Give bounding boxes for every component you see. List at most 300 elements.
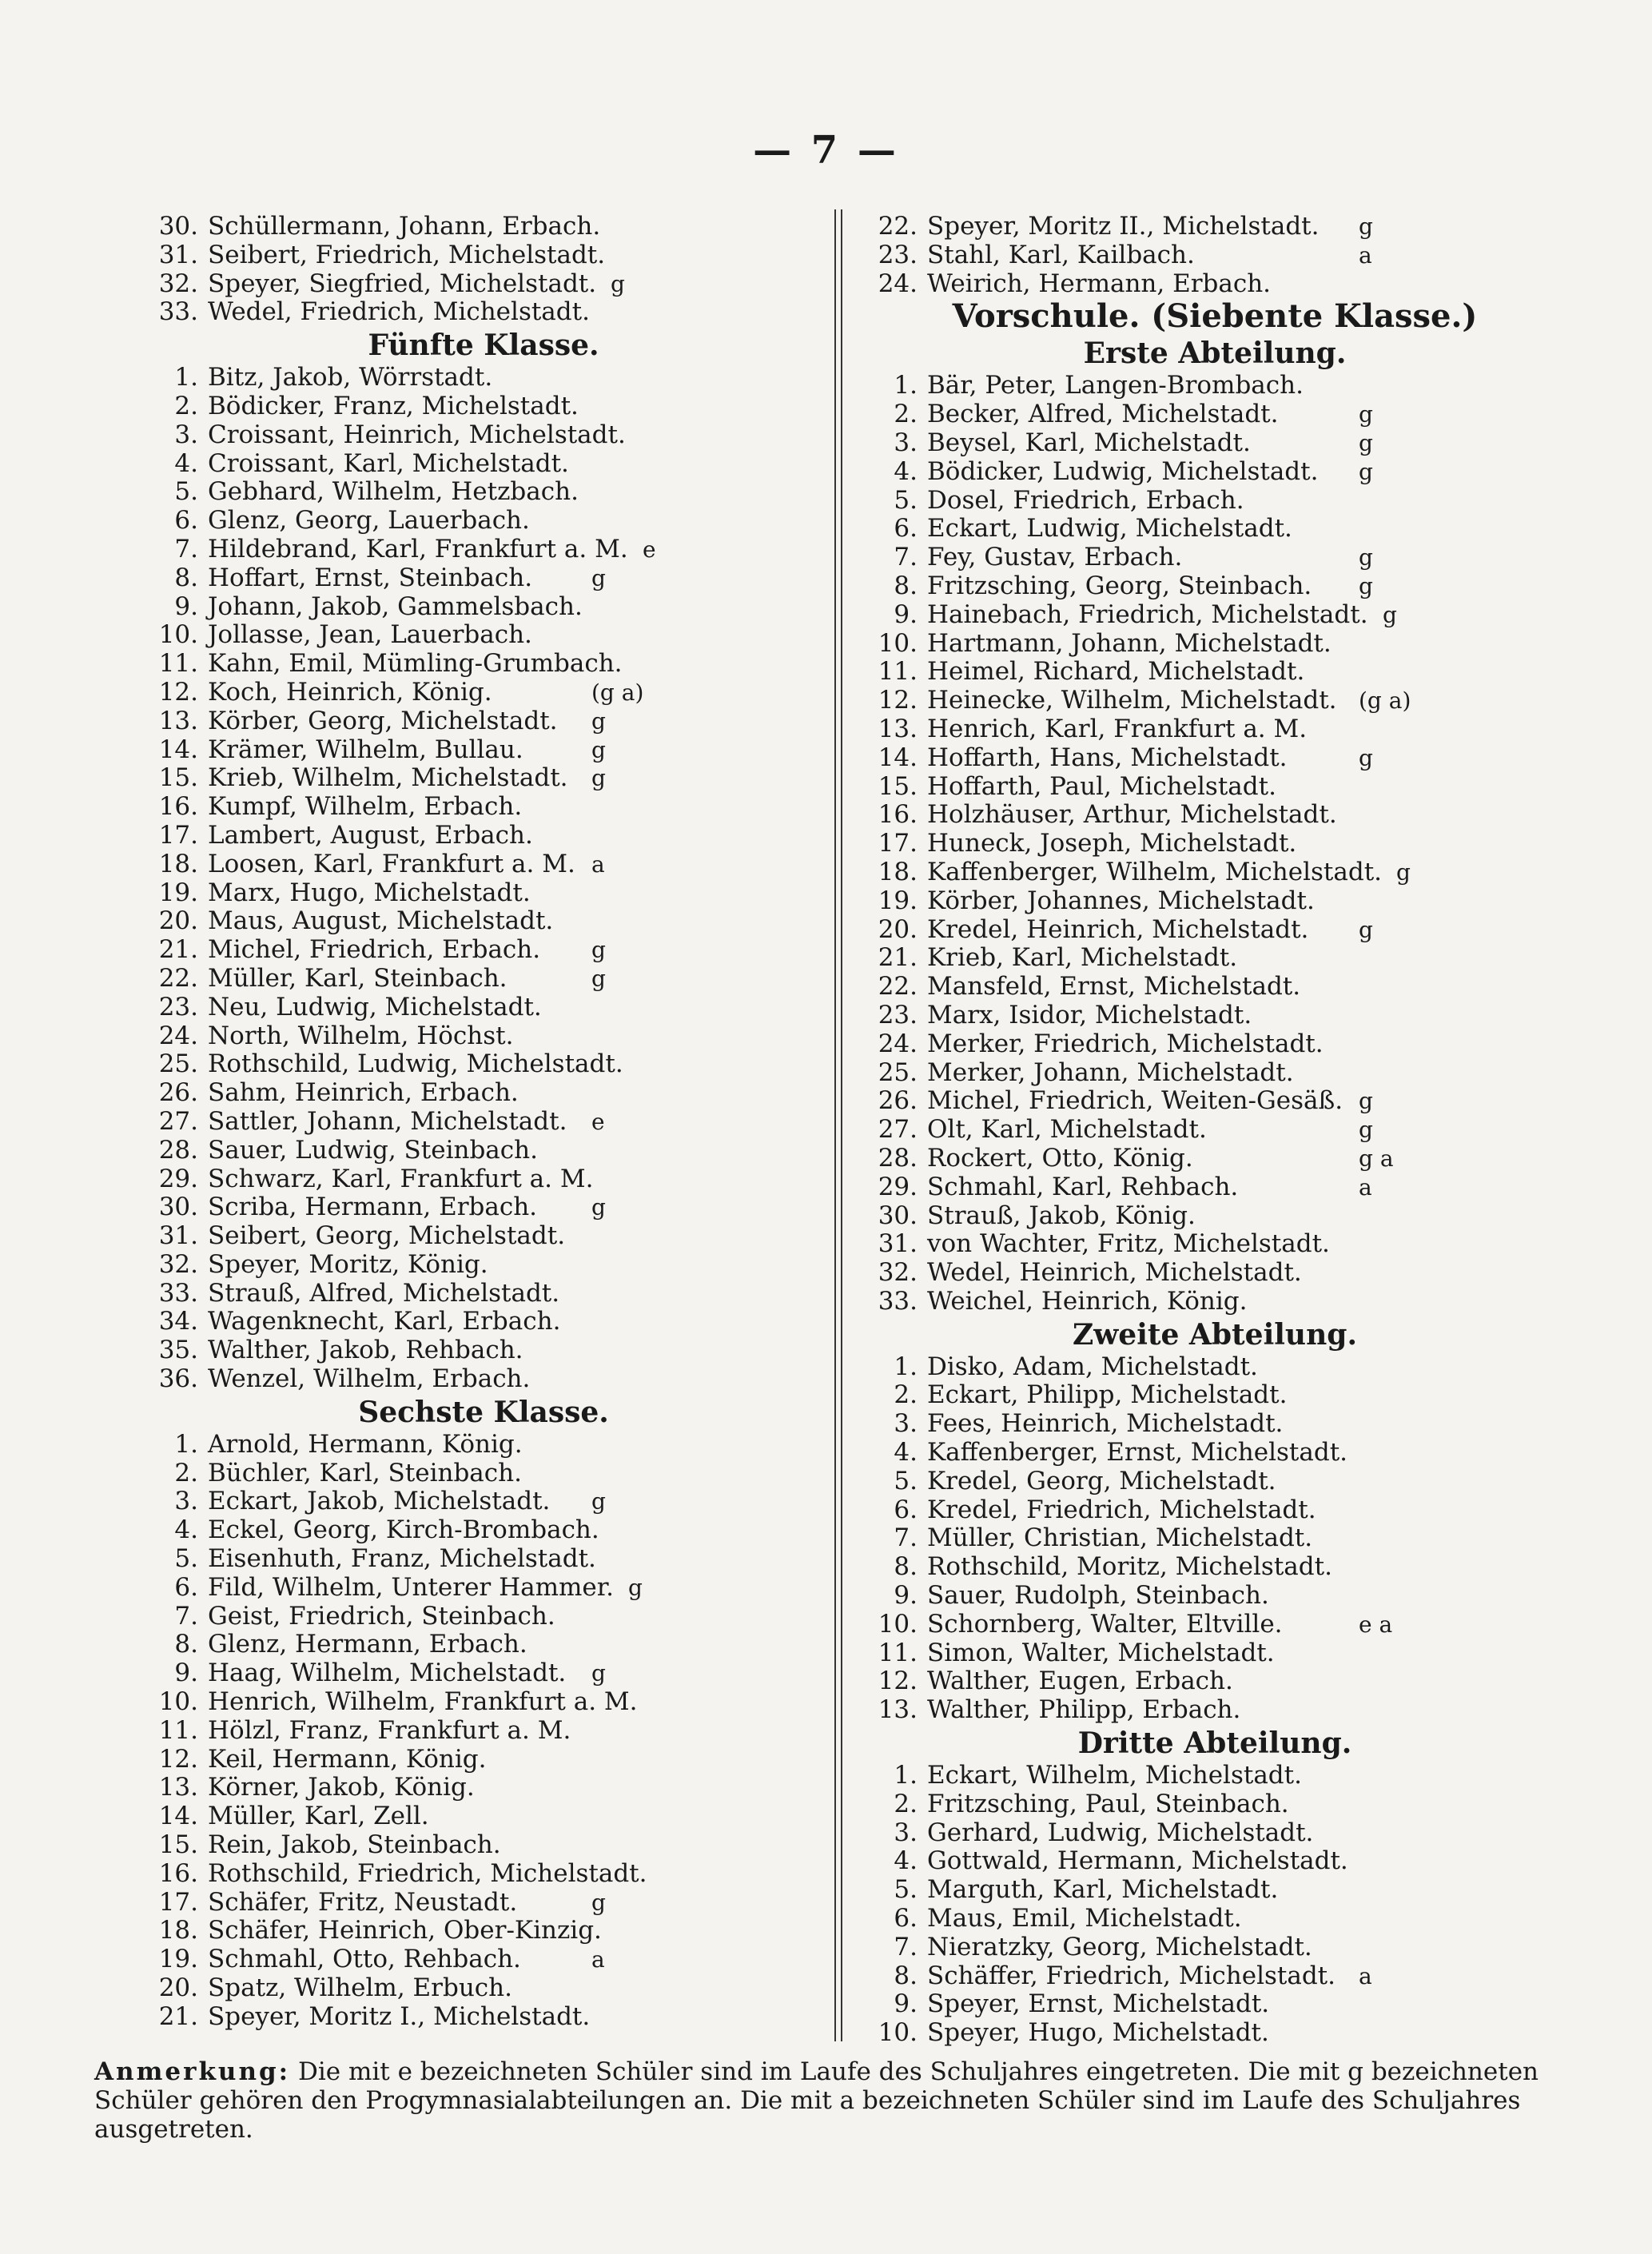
- student-entry: Hainebach, Friedrich, Michelstadt.: [927, 599, 1368, 629]
- student-entry: Sauer, Rudolph, Steinbach.: [927, 1581, 1269, 1611]
- student-entry: Rothschild, Moritz, Michelstadt.: [927, 1552, 1332, 1582]
- student-entry: Eckart, Philipp, Michelstadt.: [927, 1380, 1288, 1410]
- student-entry: Disko, Adam, Michelstadt.: [927, 1352, 1258, 1381]
- student-row: [144, 1774, 823, 1802]
- student-entry: Hartmann, Johann, Michelstadt.: [927, 628, 1332, 658]
- status-mark: g: [591, 1488, 606, 1515]
- row-number: 20.: [158, 906, 198, 936]
- student-entry: Simon, Walter, Michelstadt.: [927, 1638, 1275, 1667]
- student-entry: Nieratzky, Georg, Michelstadt.: [927, 1932, 1312, 1961]
- student-entry: Marguth, Karl, Michelstadt.: [927, 1875, 1279, 1905]
- student-entry: Michel, Friedrich, Weiten-Gesäß.: [927, 1086, 1343, 1116]
- student-entry: Schäffer, Friedrich, Michelstadt.: [927, 1961, 1336, 1990]
- student-entry: Speyer, Moritz, König.: [208, 1249, 488, 1279]
- row-number: 17.: [878, 829, 918, 858]
- row-number: 5.: [174, 1544, 198, 1574]
- section-heading-third-division: Dritte Abteilung.: [1077, 1726, 1352, 1761]
- row-number: 21.: [158, 2001, 198, 2031]
- student-row: [863, 270, 1566, 299]
- student-entry: Büchler, Karl, Steinbach.: [208, 1458, 522, 1487]
- student-entry: Scriba, Hermann, Erbach.: [208, 1193, 538, 1222]
- student-entry: Marx, Isidor, Michelstadt.: [927, 1000, 1252, 1029]
- student-row: [144, 907, 823, 936]
- student-entry: Arnold, Hermann, König.: [208, 1429, 523, 1459]
- student-entry: Huneck, Joseph, Michelstadt.: [927, 829, 1297, 858]
- student-row: [863, 1905, 1566, 1933]
- student-row: [144, 507, 823, 536]
- student-row: [863, 1790, 1566, 1819]
- student-entry: Weichel, Heinrich, König.: [927, 1286, 1248, 1316]
- student-row: [863, 830, 1566, 858]
- status-mark: g: [591, 965, 606, 992]
- student-row: [144, 1659, 823, 1688]
- row-number: 7.: [894, 543, 918, 572]
- student-entry: Müller, Karl, Zell.: [208, 1802, 429, 1831]
- student-entry: Müller, Christian, Michelstadt.: [927, 1523, 1313, 1553]
- row-number: 10.: [878, 2018, 918, 2048]
- row-number: 1.: [894, 1761, 918, 1790]
- row-number: 29.: [158, 1164, 198, 1193]
- status-mark: a: [1359, 1962, 1372, 1989]
- student-row: [144, 1336, 823, 1365]
- student-row: [144, 707, 823, 736]
- student-row: [144, 450, 823, 479]
- row-number: 5.: [894, 1466, 918, 1495]
- student-row: [144, 679, 823, 707]
- student-entry: Wedel, Heinrich, Michelstadt.: [927, 1258, 1302, 1288]
- student-row: [863, 1667, 1566, 1696]
- row-number: 8.: [174, 1630, 198, 1659]
- student-entry: Seibert, Georg, Michelstadt.: [208, 1221, 566, 1251]
- student-entry: von Wachter, Fritz, Michelstadt.: [927, 1229, 1330, 1259]
- student-entry: Maus, Emil, Michelstadt.: [927, 1904, 1242, 1933]
- student-entry: Heimel, Richard, Michelstadt.: [927, 657, 1305, 687]
- student-row: [863, 1611, 1566, 1639]
- status-mark: g: [591, 937, 606, 964]
- row-number: 5.: [174, 477, 198, 507]
- student-row: [144, 1487, 823, 1516]
- row-number: 32.: [158, 269, 198, 298]
- row-number: 1.: [894, 1352, 918, 1381]
- student-row: [863, 458, 1566, 487]
- student-entry: Beysel, Karl, Michelstadt.: [927, 428, 1251, 457]
- row-number: 19.: [158, 1945, 198, 1974]
- row-number: 12.: [158, 677, 198, 707]
- status-mark: g: [591, 1889, 606, 1916]
- student-row: [144, 1280, 823, 1308]
- row-number: 6.: [174, 506, 198, 536]
- student-row: [863, 1173, 1566, 1202]
- row-number: 14.: [878, 743, 918, 772]
- student-row: [863, 1202, 1566, 1231]
- student-entry: Glenz, Hermann, Erbach.: [208, 1630, 527, 1659]
- student-row: [863, 1059, 1566, 1088]
- row-number: 20.: [878, 914, 918, 944]
- row-number: 3.: [894, 1818, 918, 1847]
- student-entry: Fritzsching, Paul, Steinbach.: [927, 1789, 1289, 1818]
- student-row: [144, 1165, 823, 1194]
- student-row: [144, 994, 823, 1022]
- student-row: [144, 1308, 823, 1336]
- student-entry: Gottwald, Hermann, Michelstadt.: [927, 1846, 1348, 1876]
- student-row: [863, 630, 1566, 659]
- status-mark: g: [611, 270, 625, 297]
- student-row: [863, 1259, 1566, 1288]
- row-number: 33.: [878, 1286, 918, 1316]
- student-entry: Eckel, Georg, Kirch-Brombach.: [208, 1515, 599, 1545]
- row-number: 16.: [158, 792, 198, 822]
- student-row: [144, 1889, 823, 1917]
- student-row: [863, 213, 1566, 241]
- row-number: 26.: [158, 1078, 198, 1108]
- row-number: 3.: [174, 420, 198, 449]
- status-mark: g: [591, 736, 606, 763]
- footnote-text: Die mit e bezeichneten Schüler sind im Laufe des Schuljahres eingetreten. Die mit g bezeichneten Schüler gehören den Progymnasialabteilungen an. Die mit a bezeichneten Schüler sind im Laufe des Schuljahres ausgetreten.: [94, 2057, 1539, 2144]
- student-entry: Marx, Hugo, Michelstadt.: [208, 878, 531, 907]
- row-number: 12.: [878, 1667, 918, 1696]
- row-number: 12.: [158, 1744, 198, 1774]
- continued-list: [863, 213, 1566, 298]
- student-entry: Becker, Alfred, Michelstadt.: [927, 400, 1279, 429]
- student-row: [863, 973, 1566, 1002]
- student-entry: Eckart, Wilhelm, Michelstadt.: [927, 1761, 1302, 1790]
- student-row: [863, 1381, 1566, 1410]
- student-entry: Speyer, Moritz II., Michelstadt.: [927, 212, 1320, 241]
- student-entry: Krieb, Wilhelm, Michelstadt.: [208, 763, 568, 793]
- row-number: 14.: [158, 1802, 198, 1831]
- student-entry: Merker, Johann, Michelstadt.: [927, 1057, 1294, 1087]
- student-entry: Hölzl, Franz, Frankfurt a. M.: [208, 1715, 571, 1745]
- row-number: 11.: [158, 649, 198, 679]
- student-row: [144, 793, 823, 822]
- row-number: 3.: [894, 428, 918, 457]
- student-entry: Müller, Karl, Steinbach.: [208, 963, 508, 993]
- status-mark: g: [1359, 916, 1373, 943]
- row-number: 18.: [878, 857, 918, 886]
- row-number: 34.: [158, 1307, 198, 1336]
- section-heading-second-division: Zweite Abteilung.: [1073, 1317, 1357, 1352]
- student-entry: Wagenknecht, Karl, Erbach.: [208, 1307, 561, 1336]
- row-number: 5.: [894, 1875, 918, 1905]
- student-row: [144, 1137, 823, 1165]
- section-heading-sixth-class: Sechste Klasse.: [358, 1395, 609, 1429]
- status-mark: g: [1359, 429, 1373, 456]
- row-number: 1.: [894, 371, 918, 400]
- row-number: 22.: [158, 963, 198, 993]
- row-number: 21.: [878, 943, 918, 973]
- student-row: [144, 1746, 823, 1774]
- row-number: 10.: [878, 1609, 918, 1639]
- student-entry: Rothschild, Friedrich, Michelstadt.: [208, 1858, 647, 1888]
- student-entry: Hoffarth, Paul, Michelstadt.: [927, 771, 1276, 801]
- status-mark: g: [591, 707, 606, 735]
- student-row: [863, 1847, 1566, 1876]
- status-mark: g: [628, 1574, 643, 1601]
- student-entry: Bödicker, Franz, Michelstadt.: [208, 391, 579, 420]
- student-row: [144, 1108, 823, 1137]
- student-row: [144, 298, 823, 327]
- row-number: 9.: [894, 1581, 918, 1611]
- student-entry: Rockert, Otto, König.: [927, 1143, 1193, 1173]
- row-number: 13.: [158, 706, 198, 735]
- student-row: [144, 1917, 823, 1945]
- student-entry: Neu, Ludwig, Michelstadt.: [208, 992, 542, 1021]
- student-entry: Kaffenberger, Ernst, Michelstadt.: [927, 1438, 1348, 1467]
- student-row: [144, 478, 823, 507]
- status-mark: g: [591, 1194, 606, 1221]
- student-row: [144, 764, 823, 793]
- row-number: 36.: [158, 1364, 198, 1394]
- student-row: [863, 1145, 1566, 1173]
- student-row: [144, 392, 823, 421]
- student-row: [144, 822, 823, 850]
- student-row: [863, 400, 1566, 429]
- student-entry: Kahn, Emil, Mümling-Grumbach.: [208, 649, 623, 679]
- student-row: [144, 1545, 823, 1574]
- student-row: [863, 1696, 1566, 1725]
- student-entry: Eisenhuth, Franz, Michelstadt.: [208, 1544, 596, 1574]
- student-row: [863, 572, 1566, 601]
- student-entry: Strauß, Jakob, König.: [927, 1201, 1196, 1230]
- row-number: 10.: [158, 1687, 198, 1717]
- student-row: [863, 1524, 1566, 1553]
- status-mark: g: [591, 564, 606, 591]
- row-number: 29.: [878, 1172, 918, 1201]
- student-entry: Dosel, Friedrich, Erbach.: [927, 485, 1244, 515]
- status-mark: g: [591, 1660, 606, 1687]
- student-row: [863, 241, 1566, 270]
- student-entry: Sahm, Heinrich, Erbach.: [208, 1078, 519, 1108]
- status-mark: g: [1359, 744, 1373, 771]
- student-row: [144, 736, 823, 765]
- student-entry: North, Wilhelm, Höchst.: [208, 1021, 514, 1050]
- row-number: 17.: [158, 1887, 198, 1917]
- student-entry: Fritzsching, Georg, Steinbach.: [927, 571, 1312, 600]
- row-number: 2.: [894, 1789, 918, 1818]
- student-entry: Krämer, Wilhelm, Bullau.: [208, 735, 523, 764]
- row-number: 9.: [894, 599, 918, 629]
- row-number: 13.: [878, 714, 918, 743]
- student-row: [863, 744, 1566, 773]
- row-number: 3.: [894, 1409, 918, 1439]
- student-row: [863, 515, 1566, 544]
- row-number: 10.: [158, 620, 198, 650]
- row-number: 9.: [174, 591, 198, 621]
- row-number: 6.: [174, 1572, 198, 1602]
- row-number: 19.: [158, 878, 198, 907]
- student-entry: Haag, Wilhelm, Michelstadt.: [208, 1659, 567, 1688]
- left-column: [144, 213, 823, 2032]
- row-number: 13.: [878, 1695, 918, 1725]
- row-number: 3.: [174, 1487, 198, 1516]
- student-entry: Weirich, Hermann, Erbach.: [927, 269, 1272, 298]
- row-number: 5.: [894, 485, 918, 515]
- student-row: [144, 1516, 823, 1545]
- student-entry: Glenz, Georg, Lauerbach.: [208, 506, 530, 536]
- sixth-class-list: [144, 1431, 823, 2032]
- student-row: [144, 1222, 823, 1251]
- student-entry: Hoffart, Ernst, Steinbach.: [208, 563, 533, 592]
- student-entry: Eckart, Ludwig, Michelstadt.: [927, 514, 1292, 544]
- student-entry: Schwarz, Karl, Frankfurt a. M.: [208, 1164, 594, 1193]
- student-row: [144, 1431, 823, 1460]
- row-number: 27.: [158, 1106, 198, 1136]
- section-heading-fifth-class: Fünfte Klasse.: [368, 329, 599, 363]
- row-number: 6.: [894, 514, 918, 544]
- student-row: [863, 1990, 1566, 2019]
- row-number: 28.: [158, 1135, 198, 1165]
- student-entry: Henrich, Karl, Frankfurt a. M.: [927, 714, 1308, 743]
- third-division-list: [863, 1762, 1566, 2048]
- student-entry: Walther, Jakob, Rehbach.: [208, 1336, 523, 1365]
- student-entry: Kumpf, Wilhelm, Erbach.: [208, 792, 523, 822]
- student-row: [144, 1603, 823, 1631]
- student-row: [863, 1962, 1566, 1991]
- status-mark: (g a): [591, 679, 644, 706]
- student-row: [863, 916, 1566, 945]
- student-entry: Bitz, Jakob, Wörrstadt.: [208, 363, 493, 392]
- student-entry: Spatz, Wilhelm, Erbuch.: [208, 1973, 512, 2003]
- row-number: 12.: [878, 686, 918, 715]
- student-row: [144, 1831, 823, 1860]
- row-number: 11.: [878, 1638, 918, 1667]
- status-mark: g: [1383, 601, 1397, 628]
- student-row: [144, 1717, 823, 1746]
- row-number: 8.: [894, 1552, 918, 1582]
- student-entry: Sauer, Ludwig, Steinbach.: [208, 1135, 538, 1165]
- row-number: 18.: [158, 849, 198, 878]
- student-row: [863, 715, 1566, 744]
- row-number: 7.: [174, 1601, 198, 1631]
- student-row: [863, 687, 1566, 715]
- student-row: [863, 1933, 1566, 1962]
- student-row: [863, 544, 1566, 572]
- status-mark: g: [591, 765, 606, 792]
- row-number: 24.: [878, 1029, 918, 1058]
- row-number: 9.: [894, 1989, 918, 2019]
- student-row: [863, 1116, 1566, 1145]
- student-row: [144, 1365, 823, 1394]
- footnote-label: Anmerkung:: [94, 2057, 291, 2086]
- student-entry: Merker, Friedrich, Michelstadt.: [927, 1029, 1324, 1058]
- student-entry: Speyer, Moritz I., Michelstadt.: [208, 2001, 591, 2031]
- column-divider: [834, 209, 836, 2041]
- row-number: 6.: [894, 1495, 918, 1524]
- student-row: [144, 1945, 823, 1974]
- row-number: 20.: [158, 1973, 198, 2003]
- student-entry: Kredel, Friedrich, Michelstadt.: [927, 1495, 1316, 1524]
- row-number: 18.: [158, 1916, 198, 1945]
- status-mark: g a: [1359, 1145, 1394, 1172]
- student-row: [144, 1974, 823, 2003]
- section-heading-first-division: Erste Abteilung.: [1083, 337, 1347, 371]
- row-number: 31.: [158, 1221, 198, 1251]
- student-entry: Maus, August, Michelstadt.: [208, 906, 554, 936]
- row-number: 8.: [174, 563, 198, 592]
- row-number: 13.: [158, 1773, 198, 1802]
- student-row: [863, 1439, 1566, 1467]
- student-row: [144, 241, 823, 270]
- student-entry: Henrich, Wilhelm, Frankfurt a. M.: [208, 1687, 638, 1717]
- student-entry: Keil, Hermann, König.: [208, 1744, 487, 1774]
- row-number: 15.: [158, 763, 198, 793]
- student-entry: Geist, Friedrich, Steinbach.: [208, 1601, 555, 1631]
- student-row: [863, 2019, 1566, 2048]
- student-entry: Krieb, Karl, Michelstadt.: [927, 943, 1238, 973]
- row-number: 23.: [158, 992, 198, 1021]
- student-entry: Fild, Wilhelm, Unterer Hammer.: [208, 1572, 615, 1602]
- student-entry: Eckart, Jakob, Michelstadt.: [208, 1487, 551, 1516]
- student-row: [863, 1030, 1566, 1059]
- student-row: [863, 1582, 1566, 1611]
- student-row: [863, 487, 1566, 516]
- second-division-list: [863, 1353, 1566, 1725]
- row-number: 16.: [878, 800, 918, 830]
- student-entry: Schmahl, Karl, Rehbach.: [927, 1172, 1239, 1201]
- status-mark: (g a): [1359, 687, 1411, 715]
- status-mark: a: [591, 1946, 605, 1973]
- student-row: [144, 1050, 823, 1079]
- student-row: [863, 1553, 1566, 1582]
- status-mark: a: [591, 850, 605, 878]
- row-number: 30.: [158, 1193, 198, 1222]
- row-number: 4.: [894, 456, 918, 486]
- row-number: 31.: [878, 1229, 918, 1259]
- student-entry: Seibert, Friedrich, Michelstadt.: [208, 240, 606, 269]
- status-mark: g: [1359, 401, 1373, 428]
- student-row: [863, 658, 1566, 687]
- row-number: 8.: [894, 571, 918, 600]
- row-number: 21.: [158, 935, 198, 965]
- row-number: 11.: [158, 1715, 198, 1745]
- row-number: 26.: [878, 1086, 918, 1116]
- status-mark: g: [1359, 458, 1373, 485]
- student-entry: Gebhard, Wilhelm, Hetzbach.: [208, 477, 579, 507]
- row-number: 4.: [894, 1438, 918, 1467]
- status-mark: g: [1359, 544, 1373, 571]
- right-column: [863, 213, 1566, 2048]
- student-entry: Speyer, Ernst, Michelstadt.: [927, 1989, 1270, 2019]
- student-row: [144, 1022, 823, 1051]
- page-number: — 7 —: [753, 128, 899, 173]
- student-entry: Jollasse, Jean, Lauerbach.: [208, 620, 532, 650]
- row-number: 11.: [878, 657, 918, 687]
- student-entry: Körner, Jakob, König.: [208, 1773, 475, 1802]
- student-row: [144, 593, 823, 622]
- student-row: [863, 1467, 1566, 1496]
- row-number: 8.: [894, 1961, 918, 1990]
- student-row: [144, 1802, 823, 1831]
- student-row: [144, 879, 823, 908]
- status-mark: e: [643, 536, 656, 563]
- row-number: 16.: [158, 1858, 198, 1888]
- row-number: 32.: [158, 1249, 198, 1279]
- status-mark: g: [1396, 858, 1411, 886]
- fifth-class-list: [144, 364, 823, 1394]
- row-number: 6.: [894, 1904, 918, 1933]
- student-entry: Bödicker, Ludwig, Michelstadt.: [927, 456, 1319, 486]
- status-mark: g: [1359, 1088, 1373, 1115]
- student-row: [144, 1193, 823, 1222]
- student-row: [863, 601, 1566, 630]
- student-entry: Heinecke, Wilhelm, Michelstadt.: [927, 686, 1337, 715]
- student-entry: Holzhäuser, Arthur, Michelstadt.: [927, 800, 1337, 830]
- student-row: [863, 1230, 1566, 1259]
- first-division-list: [863, 372, 1566, 1316]
- status-mark: a: [1359, 1173, 1372, 1201]
- status-mark: a: [1359, 241, 1372, 269]
- row-number: 2.: [174, 1458, 198, 1487]
